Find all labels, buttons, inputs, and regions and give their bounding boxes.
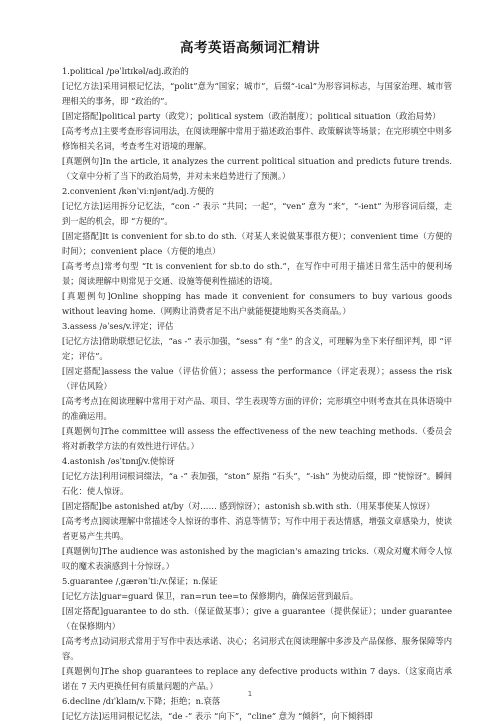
entry-heading: 6.decline /dɪˈklaɪn/v.下降；拒绝；n.衰落 bbox=[62, 696, 221, 706]
entry-heading: 2.convenient /kənˈviːnjənt/adj.方便的 bbox=[62, 186, 214, 196]
exam-point: [高考考点]在阅读理解中常用于对产品、项目、学生表现等方面的评价；完形填空中则考查其在具体语境中的准确运用。 bbox=[62, 396, 452, 421]
fixed-collocation: [固定搭配]guarantee to do sth.（保证做某事）；give a guarantee（提供保证）；under guarantee（在保修期内） bbox=[62, 606, 452, 631]
example-sentence: [真题例句]The audience was astonished by the magician's amazing tricks.（观众对魔术师令人惊叹的魔术表演感到十分惊讶。） bbox=[62, 546, 452, 571]
exam-point: [高考考点]常考句型 “It is convenient for sb.to do sth.”，在写作中可用于描述日常生活中的便利场景；阅读理解中则常见于交通、设施等便利性描述的语境。 bbox=[62, 261, 452, 286]
memory-method: [记忆方法]运用拆分记忆法，“con -” 表示 “共同；一起”，“ven” 意为 “来”，“-ient” 为形容词后缀，走到一起的机会，即 “方便的”。 bbox=[62, 201, 452, 226]
fixed-collocation: [固定搭配]It is convenient for sb.to do sth.（对某人来说做某事很方便）；convenient time（方便的时间）；convenient place（方便的地点） bbox=[62, 231, 452, 256]
entry-heading: 4.astonish /əsˈtɒnɪʃ/v.使惊讶 bbox=[62, 456, 175, 466]
memory-method: [记忆方法]运用词根记忆法，“de -” 表示 “向下”，“cline” 意为 “倾斜”，向下倾斜即 bbox=[62, 711, 373, 721]
example-sentence: [真题例句]In the article, it analyzes the current political situation and predicts future trends.（文章中分析了当下的政治局势，并对未来趋势进行了预测。） bbox=[62, 156, 452, 181]
document-title: 高考英语高频词汇精讲 bbox=[180, 40, 320, 56]
exam-point: [高考考点]阅读理解中常描述令人惊讶的事件、消息等情节；写作中用于表达情感，增强文章感染力，使读者更易产生共鸣。 bbox=[62, 516, 452, 541]
exam-point: [高考考点]动词形式常用于写作中表达承诺、决心；名词形式在阅读理解中多涉及产品保修、服务保障等内容。 bbox=[62, 636, 452, 661]
memory-method: [记忆方法]利用词根词缀法，“a -” 表加强，“ston” 原指 “石头”，“-ish” 为使动后缀，即 “使惊讶”。瞬间石化：使人惊讶。 bbox=[62, 471, 452, 496]
memory-method: [记忆方法]guar=guard 保卫，ran=run tee=to 保修期内，确保运营到最后。 bbox=[62, 591, 359, 601]
example-sentence: [真题例句]The shop guarantees to replace any defective products within 7 days.（这家商店承诺在 7 天内更换任何有质量问题的产品。） bbox=[62, 666, 452, 691]
fixed-collocation: [固定搭配]political party（政党）；political system（政治制度）；political situation（政治局势） bbox=[62, 111, 441, 121]
memory-method: [记忆方法]借助联想记忆法，“as -” 表示加强，“sess” 有 “坐” 的含义，可理解为坐下来仔细评判，即 “评定；评估”。 bbox=[62, 336, 452, 361]
fixed-collocation: [固定搭配]be astonished at/by（对…… 感到惊讶）；astonish sb.with sth.（用某事使某人惊讶） bbox=[62, 501, 435, 511]
memory-method: [记忆方法]采用词根记忆法，“polit”意为“国家；城市”，后缀“-ical”为形容词标志，与国家治理、城市管理相关的事务，即 “政治的”。 bbox=[62, 81, 452, 106]
example-sentence: [真题例句]The committee will assess the effectiveness of the new teaching methods.（委员会将对新教学方法的有效性进行评估。） bbox=[62, 426, 452, 451]
document-body bbox=[62, 64, 452, 724]
entry-heading: 5.guarantee /ˌɡærənˈtiː/v.保证；n.保证 bbox=[62, 576, 218, 586]
entry-heading: 3.assess /əˈses/v.评定；评估 bbox=[62, 321, 174, 331]
page-number: 1 bbox=[247, 690, 253, 698]
example-sentence: [真题例句]Online shopping has made it convenient for consumers to buy various goods without leaving home.（网购让消费者足不出户就能便捷地购买各类商品。） bbox=[62, 291, 452, 316]
entry-heading: 1.political /pəˈlɪtɪkəl/adj.政治的 bbox=[62, 66, 189, 76]
fixed-collocation: [固定搭配]assess the value（评估价值）；assess the performance（评定表现）；assess the risk（评估风险） bbox=[62, 366, 452, 391]
exam-point: [高考考点]主要考查形容词用法，在阅读理解中常用于描述政治事件、政策解读等场景；在完形填空中则多修饰相关名词，考查考生对语境的理解。 bbox=[62, 126, 452, 151]
